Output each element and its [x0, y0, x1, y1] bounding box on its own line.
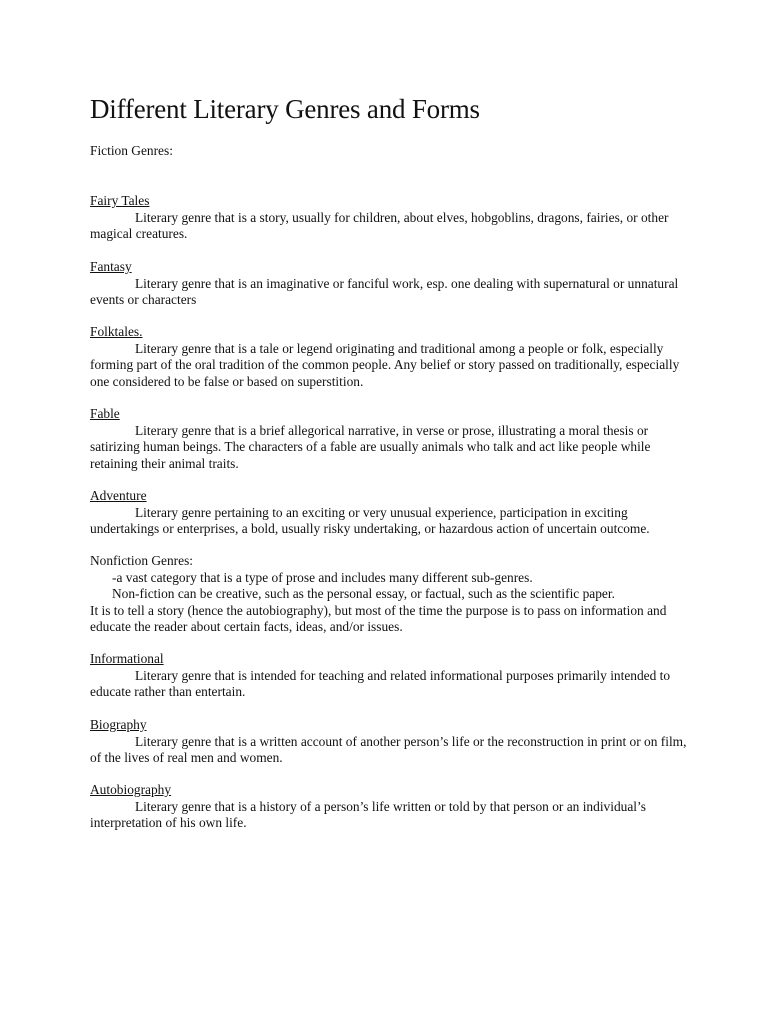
genre-heading: Fable: [90, 406, 120, 421]
fiction-genres-label: Fiction Genres:: [90, 143, 173, 158]
genre-description: Literary genre that is a tale or legend originating and traditional among a people or folk, especially forming part of the oral tradition of the common people. Any belief or story passed on traditionally, especially one considered to be false or based on superstition.: [90, 340, 680, 389]
nonfiction-intro: [90, 553, 690, 636]
genre-heading: Fantasy: [90, 259, 132, 274]
genre-heading: Adventure: [90, 488, 147, 503]
genre-description: Literary genre that is a written account of another person’s life or the reconstruction in print or on film, of the lives of real men and women.: [90, 733, 687, 766]
genre-section-biography: [90, 717, 690, 767]
genre-section-fairy-tales: [90, 193, 690, 243]
genre-description: Literary genre that is an imaginative or fanciful work, esp. one dealing with supernatural or unnatural events or characters: [90, 275, 679, 308]
page-title: Different Literary Genres and Forms: [90, 94, 480, 124]
genre-heading: Autobiography: [90, 782, 172, 797]
nonfiction-intro-line: -a vast category that is a type of prose and includes many different sub-genres.: [112, 569, 533, 585]
genre-description: Literary genre that is intended for teaching and related informational purposes primarily intended to educate rather than entertain.: [90, 667, 671, 700]
nonfiction-intro-line: It is to tell a story (hence the autobiography), but most of the time the purpose is to pass on information and educate the reader about certain facts, ideas, and/or issues.: [90, 602, 667, 635]
genre-section-fantasy: [90, 259, 690, 309]
genre-section-folktales: [90, 324, 690, 390]
genre-section-fable: [90, 406, 690, 472]
genre-heading: Fairy Tales: [90, 193, 150, 208]
genre-section-autobiography: [90, 782, 690, 832]
genre-heading: Informational: [90, 651, 164, 666]
genre-description: Literary genre that is a history of a person’s life written or told by that person or an individual’s interpretation of his own life.: [90, 798, 646, 831]
genre-heading: Biography: [90, 717, 147, 732]
genre-section-adventure: [90, 488, 690, 538]
nonfiction-genres-label: Nonfiction Genres:: [90, 553, 194, 568]
genre-heading: Folktales.: [90, 324, 143, 339]
genre-description: Literary genre that is a brief allegorical narrative, in verse or prose, illustrating a moral thesis or satirizing human beings. The characters of a fable are usually animals who talk and act like people while retaining their animal traits.: [90, 422, 651, 471]
genre-section-informational: [90, 651, 690, 701]
genre-description: Literary genre that is a story, usually for children, about elves, hobgoblins, dragons, fairies, or other magical creatures.: [90, 209, 669, 242]
nonfiction-intro-line: Non-fiction can be creative, such as the personal essay, or factual, such as the scientific paper.: [112, 586, 615, 602]
genre-description: Literary genre pertaining to an exciting or very unusual experience, participation in exciting undertakings or enterprises, a bold, usually risky undertaking, or hazardous action of uncertain outcome.: [90, 504, 650, 537]
